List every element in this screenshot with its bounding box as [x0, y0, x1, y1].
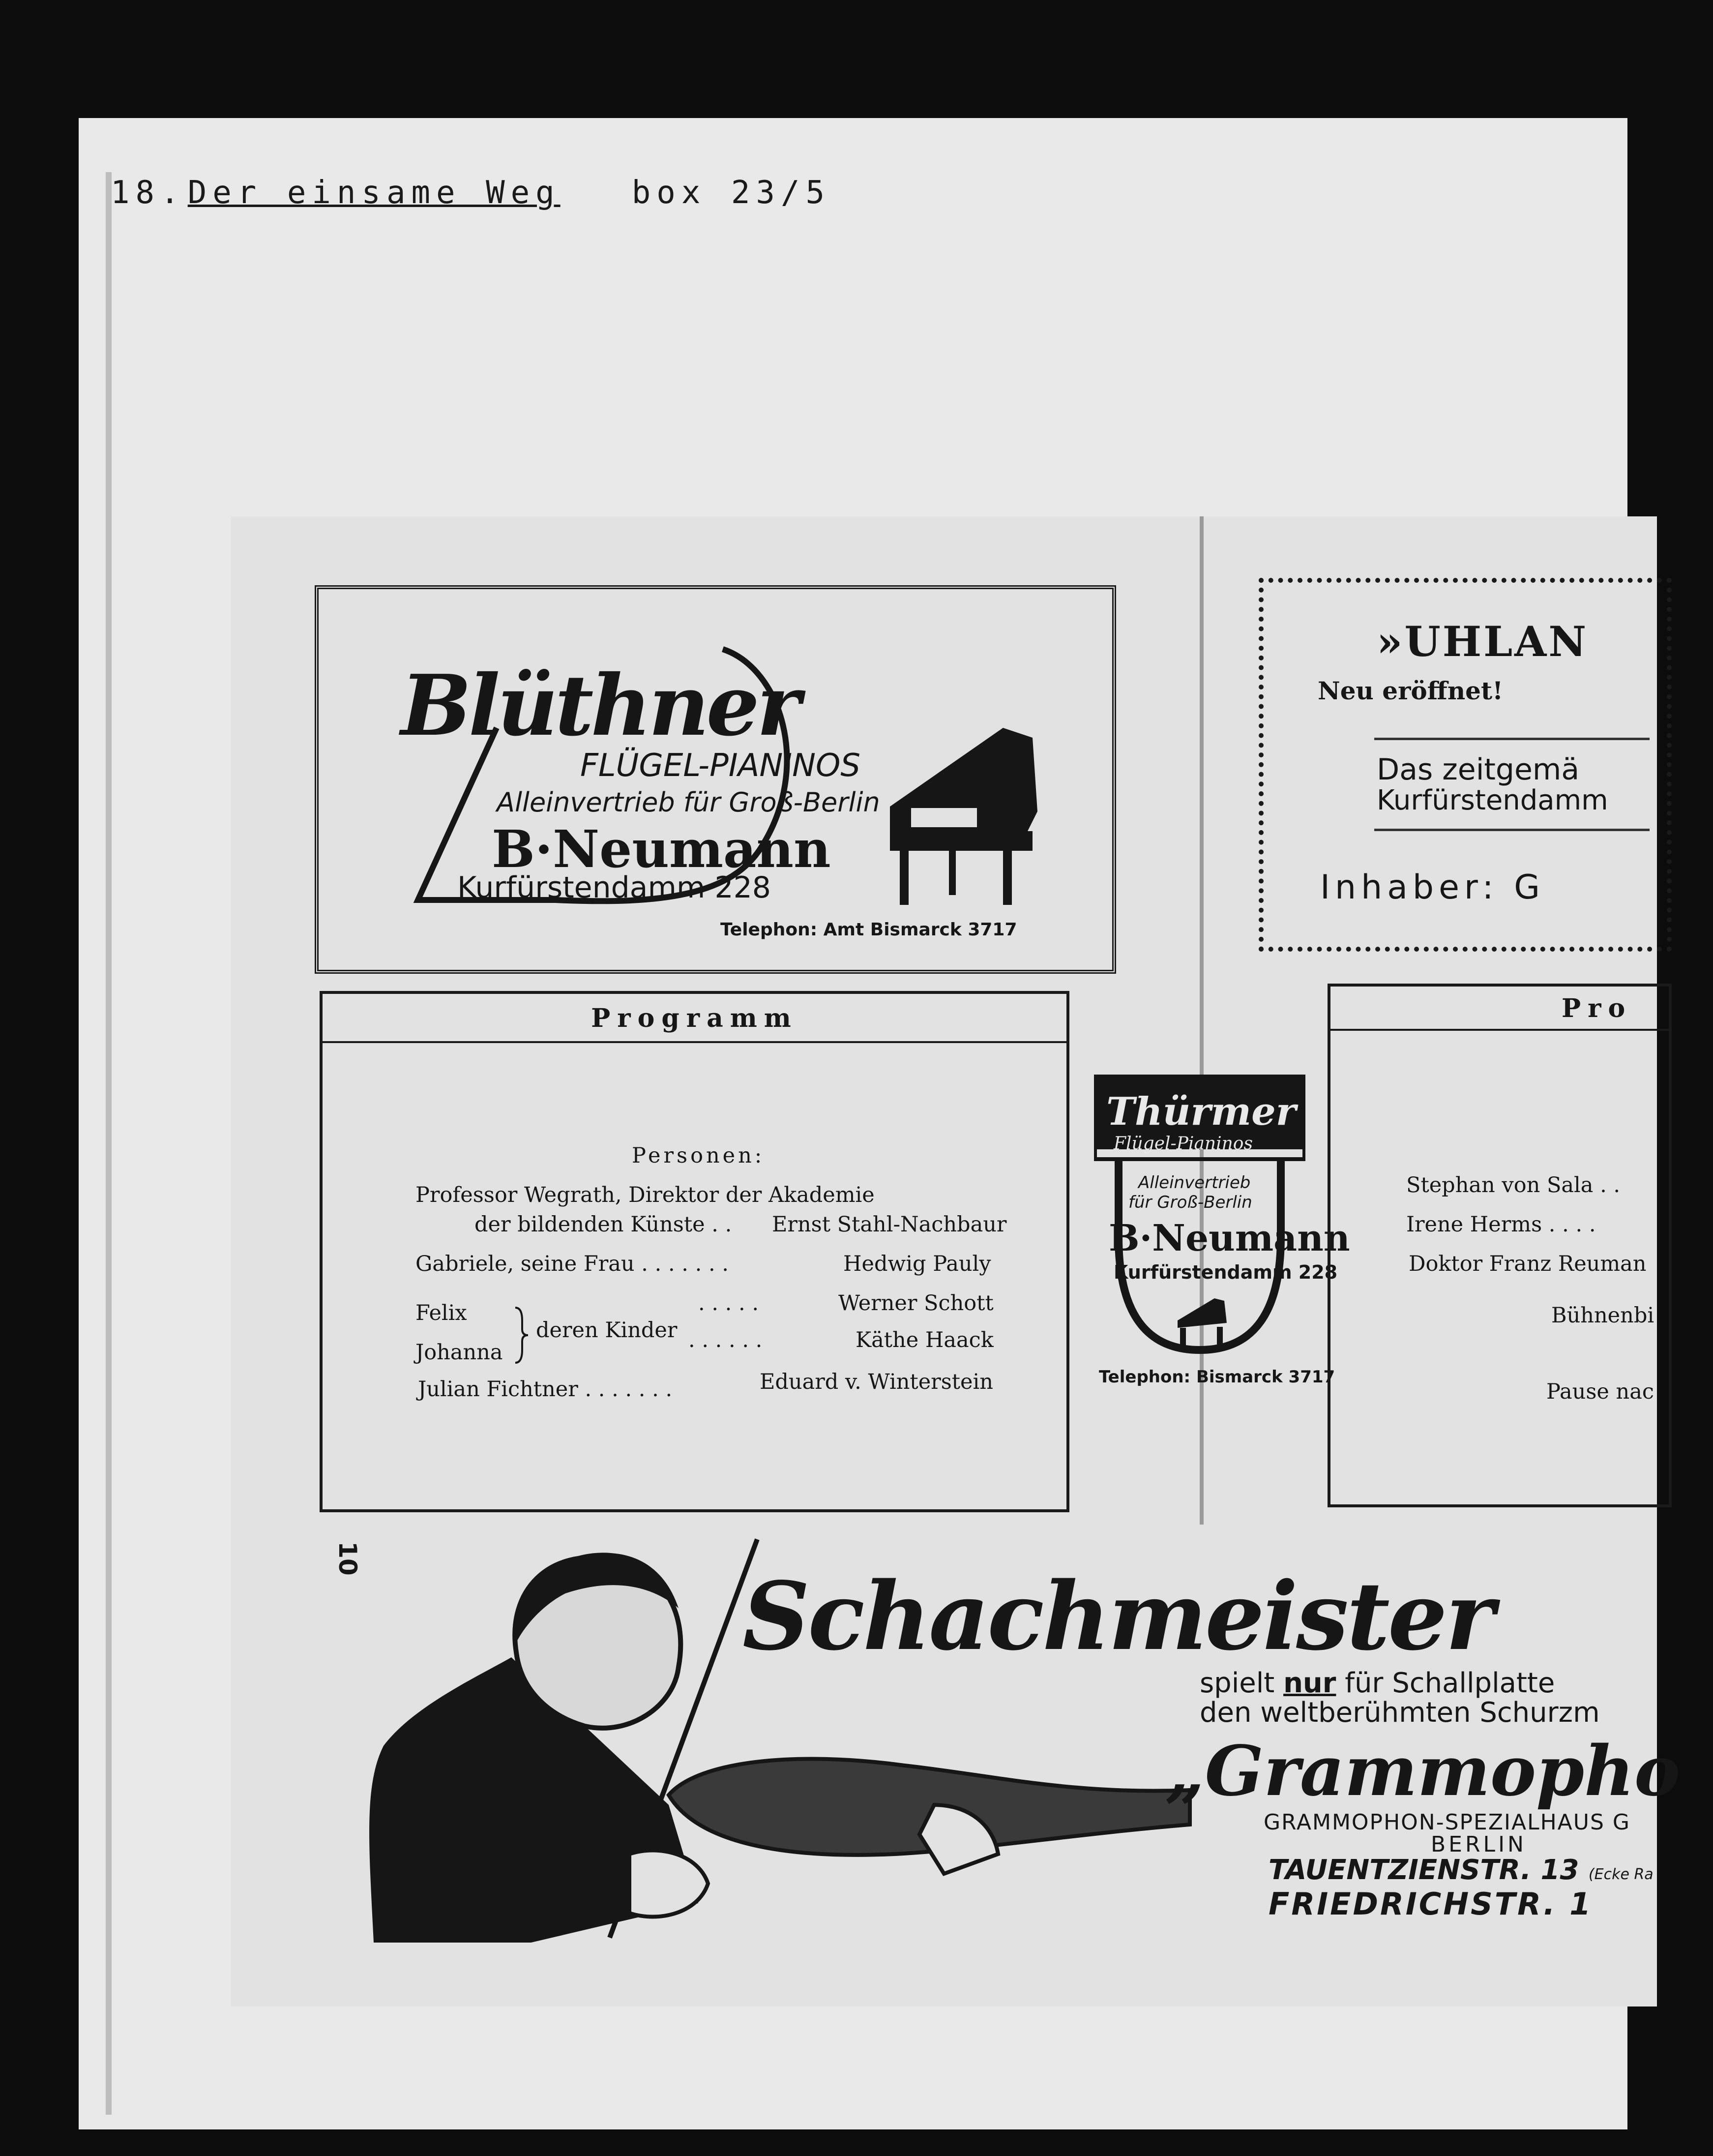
grammophon-street-2: FRIEDRICHSTR. 1 [1269, 1886, 1593, 1922]
cast-right-1: Stephan von Sala . . [1406, 1173, 1621, 1198]
cast-actor-6: Eduard v. Winterstein [760, 1370, 993, 1394]
schachmeister-line-1a: spielt [1200, 1667, 1284, 1699]
programme-box-right [1328, 984, 1672, 1507]
cast-role-6: Julian Fichtner . . . . . . . [418, 1377, 673, 1402]
thuermer-firm: B·Neumann [1109, 1217, 1350, 1259]
schachmeister-brand: Schachmeister [742, 1561, 1493, 1671]
uhland-rule-bottom [1374, 829, 1650, 831]
thuermer-address: Kurfürstendamm 228 [1114, 1261, 1338, 1283]
cast-role-4: Felix [415, 1301, 467, 1325]
street-1-note: (Ecke Ra [1588, 1866, 1654, 1883]
grand-piano-icon [880, 708, 1042, 915]
grammophon-wordmark: „Grammopho [1165, 1731, 1681, 1812]
thuermer-sole-agency: Alleinvertrieb [1138, 1173, 1251, 1193]
cast-children-label: deren Kinder [536, 1318, 678, 1343]
cast-role-3: Gabriele, seine Frau . . . . . . . [415, 1252, 729, 1276]
cast-actor-2: Ernst Stahl-Nachbaur [772, 1212, 1007, 1237]
bluethner-firm: B·Neumann [492, 819, 831, 879]
schachmeister-line-1 [1200, 1667, 1555, 1699]
cast-actor-4: Werner Schott [838, 1291, 994, 1316]
uhland-line-1: Das zeitgemä [1377, 752, 1580, 787]
uhland-line-2: Kurfürstendamm [1377, 784, 1608, 816]
uhland-rule-top [1374, 738, 1650, 740]
bluethner-products: FLÜGEL-PIANINOS [580, 748, 860, 784]
cast-right-5: Pause nac [1546, 1379, 1654, 1404]
uhland-title: »UHLAN [1377, 617, 1589, 666]
bluethner-address: Kurfürstendamm 228 [457, 870, 771, 905]
grammophon-spezialhaus: GRAMMOPHON-SPEZIALHAUS G [1264, 1810, 1630, 1835]
bluethner-brand: Blüthner [401, 657, 798, 755]
schachmeister-line-2: den weltberühmten Schurzm [1200, 1697, 1600, 1729]
brace-symbol [511, 1306, 531, 1365]
cast-actor-3: Hedwig Pauly [843, 1252, 991, 1276]
play-title: Der einsame Weg [187, 175, 561, 211]
page-marker: 10 [333, 1541, 362, 1576]
bluethner-sole-agency: Alleinvertrieb für Groß-Berlin [497, 787, 880, 818]
thuermer-region: für Groß-Berlin [1128, 1193, 1252, 1212]
schachmeister-line-1c: für Schallplatte [1336, 1667, 1555, 1699]
cast-right-4: Bühnenbi [1551, 1303, 1654, 1328]
cast-role-5: Johanna [415, 1340, 503, 1365]
archive-reference-line [111, 175, 917, 211]
bluethner-telephone: Telephon: Amt Bismarck 3717 [720, 920, 1017, 940]
cast-dots-4: . . . . . [698, 1291, 759, 1316]
grammophon-city: BERLIN [1431, 1832, 1527, 1857]
cast-role-1: Professor Wegrath, Direktor der Akademie [415, 1183, 875, 1207]
uhland-owner: Inhaber: G [1320, 868, 1545, 907]
item-number: 18. [111, 175, 185, 211]
cast-right-3: Doktor Franz Reuman [1409, 1252, 1647, 1276]
card-edge-line [106, 172, 112, 2115]
thuermer-products: Flügel-Pianinos [1114, 1134, 1253, 1154]
grammophon-street-1 [1269, 1854, 1654, 1886]
schachmeister-nur: nur [1283, 1667, 1336, 1699]
small-piano-icon [1175, 1293, 1229, 1348]
cast-actor-5: Käthe Haack [856, 1328, 994, 1352]
programme-heading-right: Pro [1330, 987, 1670, 1031]
programme-heading-left: Programm [323, 994, 1066, 1043]
uhland-subtitle: Neu eröffnet! [1318, 676, 1504, 705]
box-reference: box 23/5 [631, 175, 830, 211]
cast-role-2: der bildenden Künste . . [474, 1212, 732, 1237]
personen-heading: Personen: [632, 1143, 765, 1168]
thuermer-telephone: Telephon: Bismarck 3717 [1099, 1367, 1335, 1387]
cast-dots-5: . . . . . . [688, 1328, 763, 1352]
cast-right-2: Irene Herms . . . . [1406, 1212, 1596, 1237]
thuermer-brand: Thürmer [1106, 1089, 1296, 1134]
street-1-name: TAUENTZIENSTR. 13 [1269, 1854, 1579, 1886]
